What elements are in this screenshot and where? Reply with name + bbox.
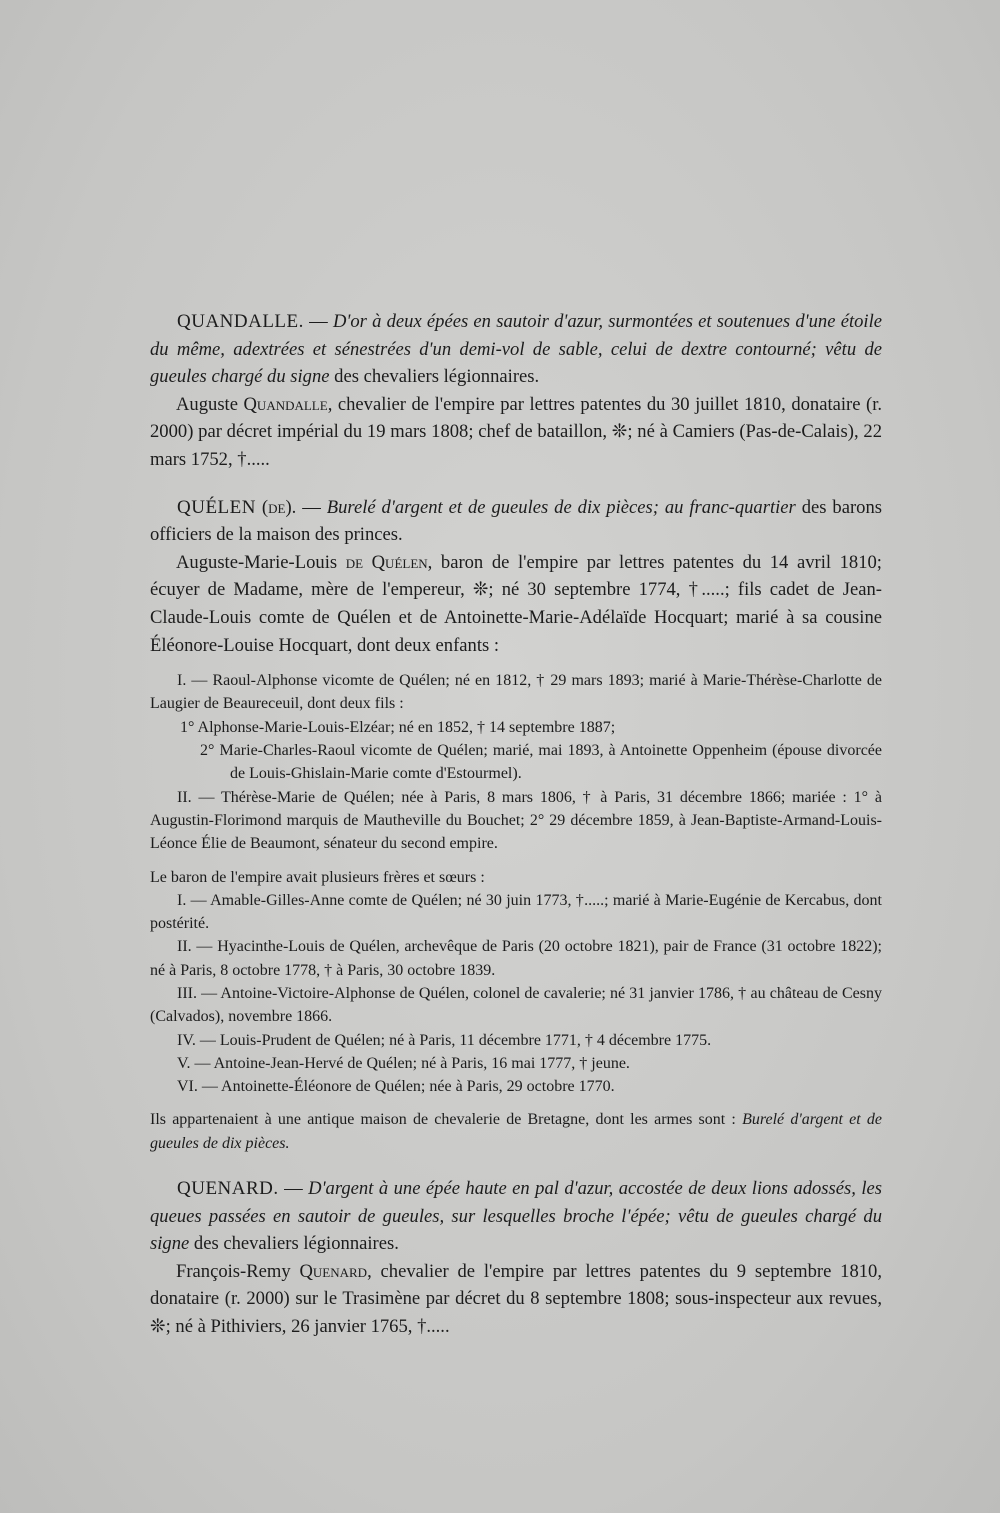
list-item: VI. — Antoinette-Éléonore de Quélen; née à Paris, 29 octobre 1770.: [177, 1078, 615, 1096]
entry-heading: QUENARD.: [177, 1178, 279, 1200]
list-item: 1° Alphonse-Marie-Louis-Elzéar; né en 1852, † 14 septembre 1887;: [180, 718, 616, 736]
list-item: IV. — Louis-Prudent de Quélen; né à Paris, 11 décembre 1771, † 4 décembre 1775.: [177, 1031, 712, 1049]
siblings-intro: Le baron de l'empire avait plusieurs frères et sœurs :: [150, 868, 485, 886]
siblings-list: [150, 866, 882, 1099]
closing-note: Ils appartenaient à une antique maison de chevalerie de Bretagne, dont les armes sont : Burelé d'argent et de gueules de dix pièces.: [150, 1111, 882, 1152]
list-item: I. — Raoul-Alphonse vicomte de Quélen; né en 1812, † 29 mars 1893; marié à Marie-Thérèse-Charlotte de Laugier de Beaureceuil, dont deux fils :: [150, 672, 882, 713]
list-item: I. — Amable-Gilles-Anne comte de Quélen; né 30 juin 1773, †.....; marié à Marie-Eugénie de Kercabus, dont postérité.: [150, 891, 882, 933]
entry-quenard-body: François-Remy Quenard, chevalier de l'empire par lettres patentes du 9 septembre 1810, donataire (r. 2000) sur le Trasimène par décret du 8 septembre 1808; sous-inspecteur aux revues, ❊; né à Pithiviers, 26 janvier 1765, †.....: [150, 1260, 882, 1338]
page-text: [150, 308, 882, 1341]
list-item: II. — Hyacinthe-Louis de Quélen, archevêque de Paris (20 octobre 1821), pair de France (31 octobre 1822); né à Paris, 8 octobre 1778, † à Paris, 30 octobre 1839.: [150, 938, 882, 979]
entry-quandalle-body: Auguste Quandalle, chevalier de l'empire par lettres patentes du 30 juillet 1810, donataire (r. 2000) par décret impérial du 19 mars 1808; chef de bataillon, ❊; né à Camiers (Pas-de-Calais), 22 mars 1752, †.....: [150, 393, 883, 470]
list-item: 2° Marie-Charles-Raoul vicomte de Quélen; marié, mai 1893, à Antoinette Oppenheim (épouse divorcée de Louis-Ghislain-Marie comte d'Estourmel).: [200, 742, 882, 783]
entry-heading: QUANDALLE.: [177, 311, 304, 332]
entry-heading: QUÉLEN: [177, 496, 256, 518]
children-list: [150, 669, 882, 855]
entry-quelen-arms: QUÉLEN (de). — Burelé d'argent et de gueules de dix pièces; au franc-quartier des barons officiers de la maison des princes.: [150, 496, 882, 546]
list-item: III. — Antoine-Victoire-Alphonse de Quélen, colonel de cavalerie; né 31 janvier 1786, † au château de Cesny (Calvados), novembre 1866.: [150, 984, 882, 1026]
list-item: V. — Antoine-Jean-Hervé de Quélen; né à Paris, 16 mai 1777, † jeune.: [177, 1054, 630, 1072]
entry-quandalle-arms: QUANDALLE. — D'or à deux épées en sautoir d'azur, surmontées et soutenues d'une étoile du même, adextrées et sénestrées d'un demi-vol de sable, celui de dextre contourné; vêtu de gueules chargé du signe des chevaliers légionnaires.: [150, 311, 882, 388]
entry-quelen-body: Auguste-Marie-Louis de Quélen, baron de l'empire par lettres patentes du 14 avril 1810; écuyer de Madame, mère de l'empereur, ❊; né 30 septembre 1774, †.....; fils cadet de Jean-Claude-Louis comte de Quélen et de Antoinette-Marie-Adélaïde Hocquart; marié à sa cousine Éléonore-Louise Hocquart, dont deux enfants :: [150, 551, 882, 656]
entry-quenard-arms: QUENARD. — D'argent à une épée haute en pal d'azur, accostée de deux lions adossés, les queues passées en sautoir de gueules, sur lesquelles broche l'épée; vêtu de gueules chargé du signe des chevaliers légionnaires.: [150, 1178, 882, 1255]
list-item: II. — Thérèse-Marie de Quélen; née à Paris, 8 mars 1806, † à Paris, 31 décembre 1866; mariée : 1° à Augustin-Florimond marquis de Mautheville du Bouchet; 2° 29 décembre 1859, à Jean-Baptiste-Armand-Louis-Léonce Élie de Beaumont, sénateur du second empire.: [150, 788, 882, 853]
